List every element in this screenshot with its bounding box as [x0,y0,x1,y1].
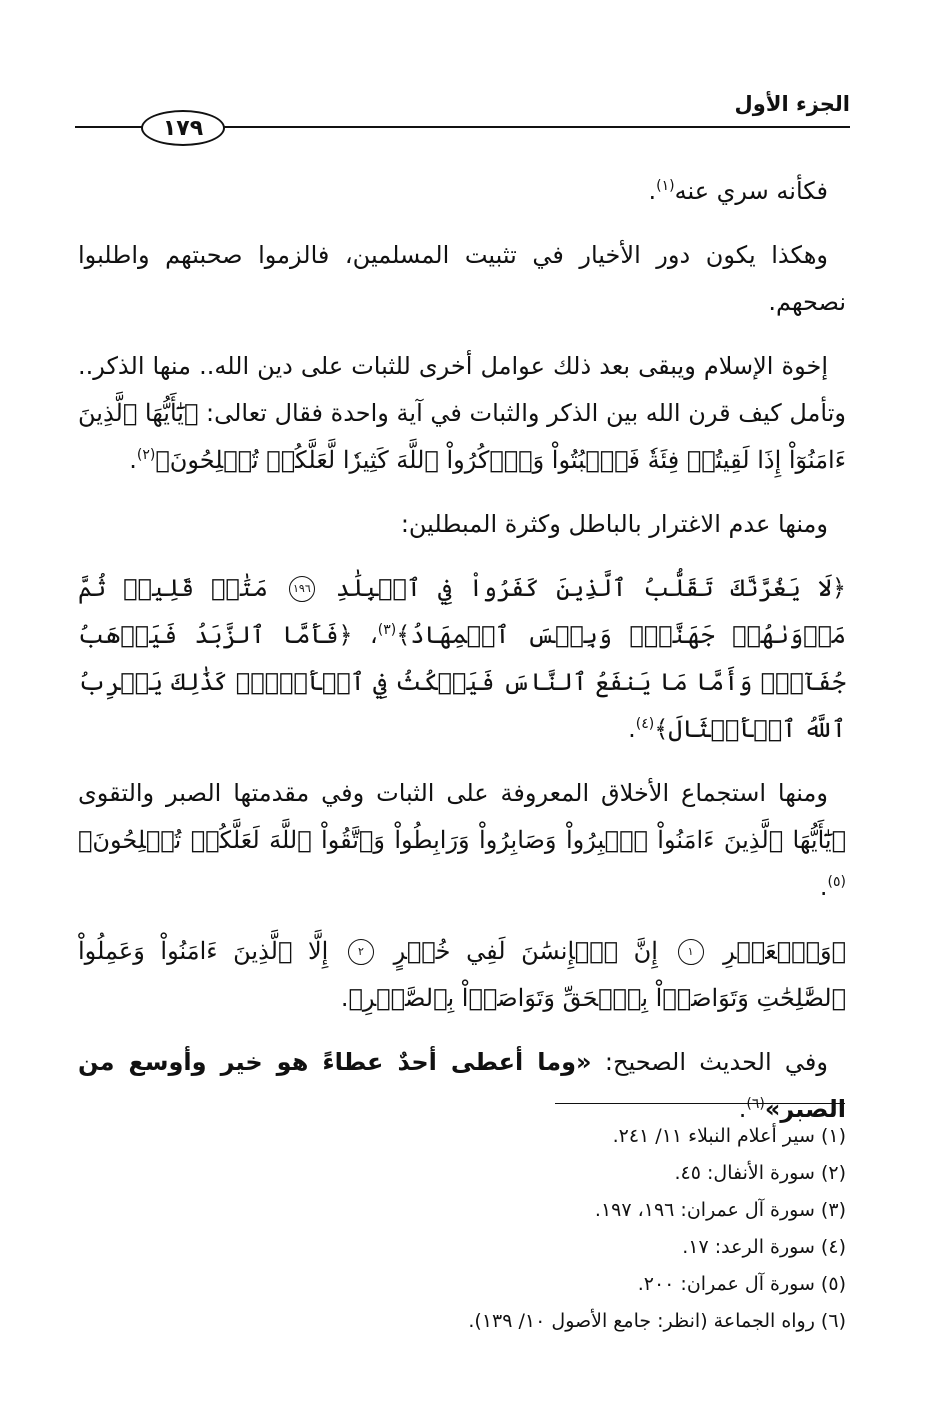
footnote-ref: (٣) [377,622,397,638]
footnote: (٦) رواه الجماعة (انظر: جامع الأصول ١٠/ ١٣٩). [468,1310,846,1332]
quran-verse: يَٰٓأَيُّهَا ٱلَّذِينَ ءَامَنُوٓاْ إِذَا لَقِيتُمۡ فِئَةٗ فَٱثۡبُتُواْ وَٱذۡكُرُواْ ٱللَّهَ كَثِيرٗا لَّعَلَّكُمۡ تُفۡلِحُونَ [78,399,846,474]
paragraph-1 [78,168,846,215]
footnotes [80,1118,846,1340]
punctuation: . [129,446,137,474]
ayah-number-mark: ٢ [348,939,374,965]
footnote: (١) سير أعلام النبلاء ١١/ ٢٤١. [612,1125,846,1147]
paragraph-text: إخوة الإسلام ويبقى بعد ذلك عوامل أخرى للثبات على دين الله.. منها الذكر.. وتأمل كيف قرن الله بين الذكر والثبات في آية واحدة فقال تعالى: [78,352,846,427]
footnote-ref: (٦) [746,1096,765,1112]
punctuation: ، [370,621,378,649]
quran-open-bracket: ﴿ [831,574,846,602]
punctuation: . [340,984,349,1012]
quran-close-bracket: ﴾ [396,621,411,649]
paragraph-2 [78,232,846,326]
quran-verse: لَا يَغُرَّنَّكَ تَقَلُّبُ ٱلَّذِينَ كَفَرُواْ فِي ٱلۡبِلَٰدِ [335,574,832,602]
paragraph-7 [78,928,846,1022]
quran-verse: إِلَّا ٱلَّذِينَ ءَامَنُواْ وَعَمِلُواْ ٱلصَّٰلِحَٰتِ وَتَوَاصَوۡاْ بِٱلۡحَقِّ وَتَوَاصَوۡاْ بِٱلصَّبۡرِ [78,937,846,1012]
punctuation: . [648,177,657,205]
page-header [75,86,850,141]
footnote-ref: (٤) [635,716,655,732]
paragraph-text: فكأنه سري عنه [674,177,828,205]
footnote-ref: (٢) [136,447,156,463]
running-head: الجزء الأول [734,92,850,116]
punctuation: . [628,715,636,743]
punctuation: . [819,873,828,901]
quran-verse: فَأَمَّا ٱلزَّبَدُ فَيَذۡهَبُ جُفَآءٗۖ وَأَمَّا مَا يَنفَعُ ٱلنَّاسَ فَيَمۡكُثُ فِي ٱلۡأَرۡضِۚ كَذَٰلِكَ يَضۡرِبُ ٱللَّهُ ٱلۡأَمۡثَالَ [78,621,846,743]
footnote-ref: (٥) [827,874,846,890]
page-number: ١٧٩ [141,110,225,146]
paragraph-4 [78,501,846,548]
footnote: (٥) سورة آل عمران: ٢٠٠. [637,1273,846,1295]
footnote: (٤) سورة الرعد: ١٧. [682,1236,846,1258]
paragraph-text: ومنها استجماع الأخلاق المعروفة على الثبات وفي مقدمتها الصبر والتقوى [78,779,828,807]
quran-open-bracket: ﴿ [183,399,199,427]
quran-verse: وَٱلۡعَصۡرِ [723,937,832,965]
footnote: (٣) سورة آل عمران: ١٩٦، ١٩٧. [594,1199,846,1221]
footnote-ref: (١) [656,178,675,194]
quran-close-bracket: ﴾ [654,715,669,743]
paragraph-5 [78,565,846,753]
quran-close-bracket: ﴾ [348,984,363,1012]
ayah-number-mark: ١ [678,939,704,965]
hadith-quote: «وما أعطى أحدٌ عطاءً هو خير وأوسع من الصبر» [78,1048,846,1123]
quran-verse: مَتَٰعٞ قَلِيلٞ ثُمَّ مَأۡوَىٰهُمۡ جَهَنَّمُۚ وَبِئۡسَ ٱلۡمِهَادُ [78,574,847,649]
main-text [78,168,846,1150]
paragraph-3 [78,343,846,484]
footnote-separator [555,1103,845,1104]
quran-close-bracket: ﴾ [155,446,170,474]
punctuation: . [738,1095,747,1123]
paragraph-text: ومنها عدم الاغترار بالباطل وكثرة المبطلين: [400,510,828,538]
quran-open-bracket: ﴿ [831,826,846,854]
quran-verse: يَٰٓأَيُّهَا ٱلَّذِينَ ءَامَنُواْ ٱصۡبِرُواْ وَصَابِرُواْ وَرَابِطُواْ وَٱتَّقُواْ ٱللَّهَ لَعَلَّكُمۡ تُفۡلِحُونَ [92,826,832,854]
ayah-number-mark: ١٩٦ [289,576,315,602]
quran-open-bracket: ﴿ [338,621,353,649]
paragraph-text: وفي الحديث الصحيح: [604,1048,828,1076]
footnote: (٢) سورة الأنفال: ٤٥. [674,1162,846,1184]
paragraph-6 [78,770,846,911]
quran-open-bracket: ﴿ [831,937,846,965]
quran-close-bracket: ﴾ [78,826,93,854]
paragraph-text: وهكذا يكون دور الأخيار في تثبيت المسلمين، فالزموا صحبتهم واطلبوا نصحهم. [78,241,846,316]
quran-verse: إِنَّ ٱلۡإِنسَٰنَ لَفِي خُسۡرٍ [393,937,658,965]
